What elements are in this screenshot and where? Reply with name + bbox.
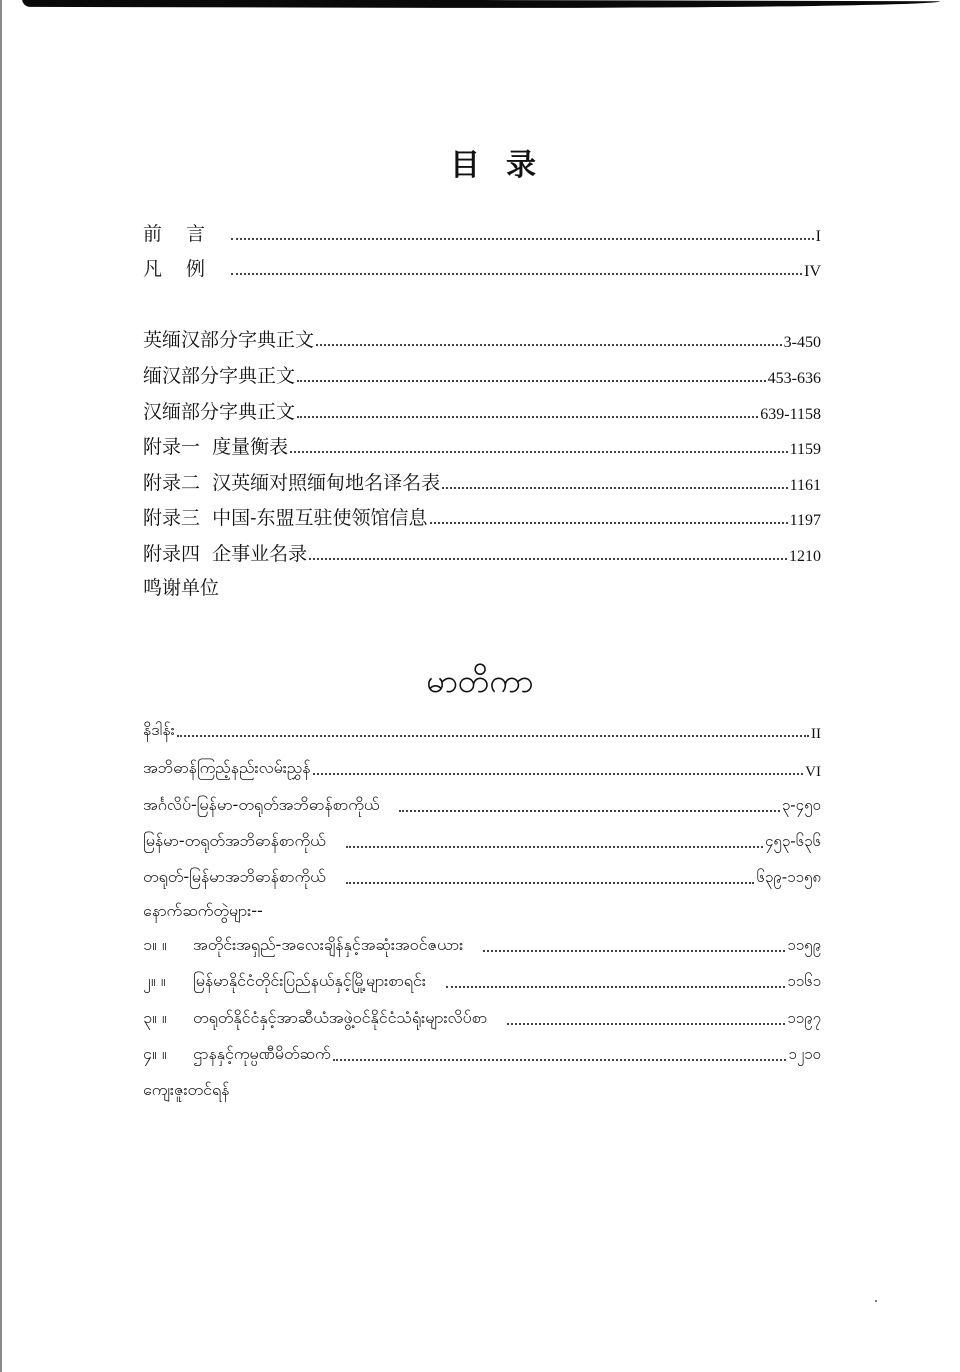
toc-row-appendix[interactable]: [143, 1037, 821, 1067]
toc-row[interactable]: [143, 429, 821, 459]
dot-leader: [177, 735, 809, 737]
toc-page: 3-450: [783, 334, 821, 351]
toc-page: ၃-၄၅၀: [781, 796, 821, 814]
toc-label: အဘိဓာန်ကြည့်နည်းလမ်းညွှန်: [143, 758, 311, 777]
toc-label: 附录三 中国-东盟互驻使领馆信息: [143, 507, 428, 529]
toc-row[interactable]: [143, 465, 821, 495]
dot-leader: [483, 950, 785, 952]
toc-row-appendix[interactable]: [143, 928, 821, 958]
toc-page: ၁၂၁၀: [788, 1045, 821, 1063]
toc-row[interactable]: [143, 358, 821, 388]
dot-leader: [290, 451, 788, 453]
toc-page: 453-636: [767, 370, 821, 387]
toc-row-appendix[interactable]: [143, 964, 821, 994]
dot-leader: [507, 1023, 785, 1025]
appendix-heading-label: နောက်ဆက်တွဲများ--: [143, 901, 263, 920]
dot-leader: [346, 882, 755, 884]
toc-label: တရုတ်နိုင်ငံနှင့်အာဆီယံအဖွဲ့ဝင်နိုင်ငံသံရုံးများလိပ်စာ: [193, 1008, 488, 1027]
toc-label: ဌာနနှင့်ကုမ္ပဏီမိတ်ဆက်: [193, 1044, 331, 1063]
appendix-number: ၄။ ။: [143, 1044, 167, 1063]
toc-row[interactable]: [143, 788, 821, 818]
toc-label: 缅汉部分字典正文: [143, 365, 296, 387]
toc-page: 1159: [789, 441, 821, 458]
toc-label: တရုတ်-မြန်မာအဘိဓာန်စာကိုယ်: [143, 867, 326, 886]
toc-label: 附录一 度量衡表: [143, 436, 289, 458]
toc-row-appendix[interactable]: [143, 1001, 821, 1031]
toc-label: 汉缅部分字典正文: [143, 401, 296, 423]
chinese-toc-title: 目录: [450, 148, 562, 183]
toc-row-conventions[interactable]: [143, 251, 821, 281]
toc-page: 1161: [789, 477, 821, 494]
toc-label: မြန်မာနိုင်ငံတိုင်းပြည်နယ်နှင့်မြို့များစာရင်း: [193, 971, 426, 990]
toc-page: 639-1158: [760, 406, 821, 423]
toc-page: ၁၁၅၉: [787, 936, 821, 954]
toc-row-guide[interactable]: [143, 751, 821, 781]
toc-row[interactable]: [143, 860, 821, 890]
toc-row[interactable]: [143, 394, 821, 424]
toc-label: အင်္ဂလိပ်-မြန်မာ-တရုတ်အဘိဓာန်စာကိုယ်: [143, 795, 380, 814]
dot-leader: [346, 846, 763, 848]
toc-label: 附录二 汉英缅对照缅甸地名译名表: [143, 472, 441, 494]
toc-page: I: [815, 228, 821, 245]
toc-row[interactable]: [143, 500, 821, 530]
toc-label: 鸣谢单位: [143, 577, 220, 599]
toc-row-preface[interactable]: [143, 713, 821, 743]
dot-leader: [442, 487, 788, 489]
appendix-number: ၃။ ။: [143, 1008, 167, 1027]
appendix-heading: [143, 894, 821, 924]
scan-top-shadow: [22, 0, 940, 9]
toc-label: နိဒါန်း: [143, 720, 175, 739]
toc-row[interactable]: [143, 322, 821, 352]
toc-label: မြန်မာ-တရုတ်အဘိဓာန်စာကိုယ်: [143, 831, 326, 850]
toc-label: 凡例: [143, 258, 230, 280]
toc-page: II: [811, 726, 821, 742]
toc-page: ၁၁၉၇: [787, 1009, 821, 1027]
dot-leader: [333, 1059, 787, 1061]
appendix-number: ၁။ ။: [143, 935, 167, 954]
toc-label: ကျေးဇူးတင်ရန်: [143, 1080, 230, 1099]
toc-page: ၆၃၉-၁၁၅၈: [756, 868, 821, 886]
toc-row-acknowledgements[interactable]: [143, 1073, 821, 1103]
toc-label: 附录四 企事业名录: [143, 543, 308, 565]
appendix-number: ၂။ ။: [143, 971, 166, 990]
toc-row-preface[interactable]: [143, 216, 821, 246]
dot-leader: [399, 810, 779, 812]
toc-row[interactable]: [143, 536, 821, 566]
dot-leader: [297, 416, 758, 418]
myanmar-toc-title: မာတိကာ: [426, 662, 534, 700]
dot-leader: [446, 986, 785, 988]
scan-speck: [875, 1300, 877, 1302]
toc-label: 前言: [143, 223, 230, 245]
toc-page: ၁၁၆၁: [787, 972, 821, 990]
dot-leader: [231, 273, 802, 275]
toc-row-acknowledgements[interactable]: [143, 570, 821, 600]
toc-page: ၄၅၃-၆၃၆: [764, 832, 821, 850]
dot-leader: [316, 344, 782, 346]
dot-leader: [430, 522, 788, 524]
dot-leader: [297, 380, 766, 382]
toc-page: 1197: [789, 512, 821, 529]
toc-row[interactable]: [143, 824, 821, 854]
toc-label: 英缅汉部分字典正文: [143, 329, 315, 351]
dot-leader: [231, 238, 814, 240]
toc-page: 1210: [789, 548, 821, 565]
toc-page: VI: [805, 764, 821, 780]
dot-leader: [313, 773, 804, 775]
toc-label: အတိုင်းအရှည်-အလေးချိန်နှင့်အဆုံးအဝင်ဇယား: [193, 935, 464, 954]
dot-leader: [309, 558, 787, 560]
toc-page: IV: [804, 263, 821, 280]
